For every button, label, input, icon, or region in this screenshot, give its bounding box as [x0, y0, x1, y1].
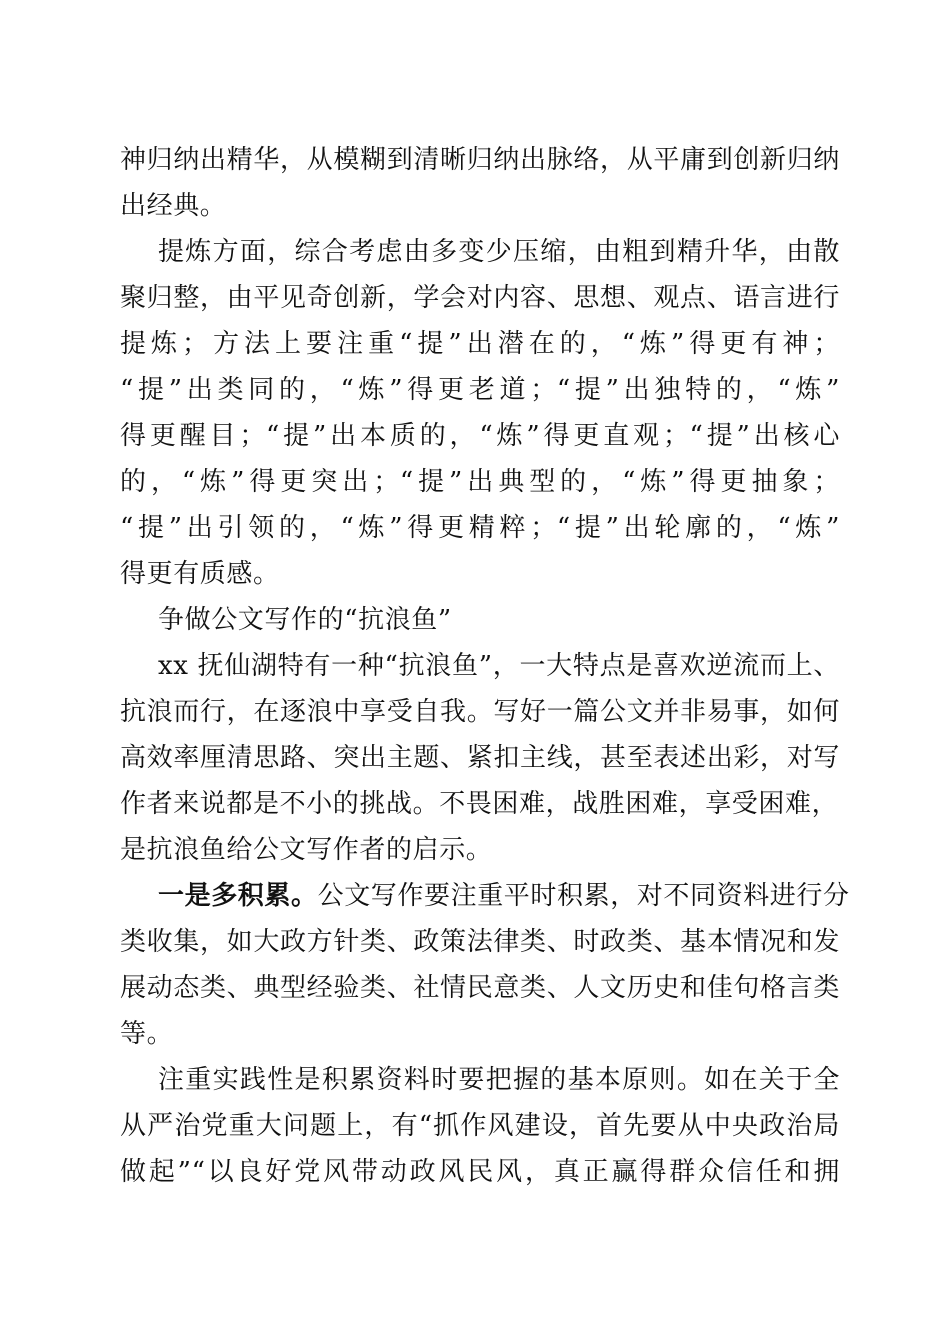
paragraph-line: 注重实践性是积累资料时要把握的基本原则。如在关于全 [158, 1065, 840, 1095]
paragraph-line: 出经典。 [120, 191, 227, 221]
paragraph-text: 公文写作要注重平时积累，对不同资料进行分 [317, 881, 850, 911]
paragraph-line: “提”出引领的，“炼”得更精粹；“提”出轮廓的，“炼” [120, 513, 840, 543]
paragraph-line: xx 抚仙湖特有一种“抗浪鱼”，一大特点是喜欢逆流而上、 [158, 651, 840, 681]
paragraph-line-with-lead [158, 873, 850, 919]
paragraph-line: 抗浪而行，在逐浪中享受自我。写好一篇公文并非易事，如何 [120, 697, 840, 727]
paragraph-line: 得更醒目；“提”出本质的，“炼”得更直观；“提”出核心 [120, 421, 840, 451]
paragraph-line: 等。 [120, 1019, 174, 1049]
section-heading: 争做公文写作的“抗浪鱼” [158, 605, 452, 635]
paragraph-line: 神归纳出精华，从模糊到清晰归纳出脉络，从平庸到创新归纳 [120, 145, 840, 175]
paragraph-line: 作者来说都是不小的挑战。不畏困难，战胜困难，享受困难， [120, 789, 839, 819]
paragraph-line: 得更有质感。 [120, 559, 280, 589]
paragraph-line: 类收集，如大政方针类、政策法律类、时政类、基本情况和发 [120, 927, 840, 957]
paragraph-line: 是抗浪鱼给公文写作者的启示。 [120, 835, 493, 865]
paragraph-line: 做起”“以良好党风带动政风民风，真正赢得群众信任和拥 [120, 1157, 840, 1187]
paragraph-line: 展动态类、典型经验类、社情民意类、人文历史和佳句格言类 [120, 973, 840, 1003]
paragraph-line: 提炼；方法上要注重“提”出潜在的，“炼”得更有神； [120, 329, 840, 359]
paragraph-line: “提”出类同的，“炼”得更老道；“提”出独特的，“炼” [120, 375, 840, 405]
paragraph-line: 提炼方面，综合考虑由多变少压缩，由粗到精升华，由散 [158, 237, 840, 267]
paragraph-line: 高效率厘清思路、突出主题、紧扣主线，甚至表述出彩，对写 [120, 743, 840, 773]
paragraph-line: 从严治党重大问题上，有“抓作风建设，首先要从中央政治局 [120, 1111, 840, 1141]
bold-lead-phrase: 一是多积累。 [158, 881, 318, 911]
paragraph-line: 聚归整，由平见奇创新，学会对内容、思想、观点、语言进行 [120, 283, 840, 313]
paragraph-line: 的，“炼”得更突出；“提”出典型的，“炼”得更抽象； [120, 467, 840, 497]
